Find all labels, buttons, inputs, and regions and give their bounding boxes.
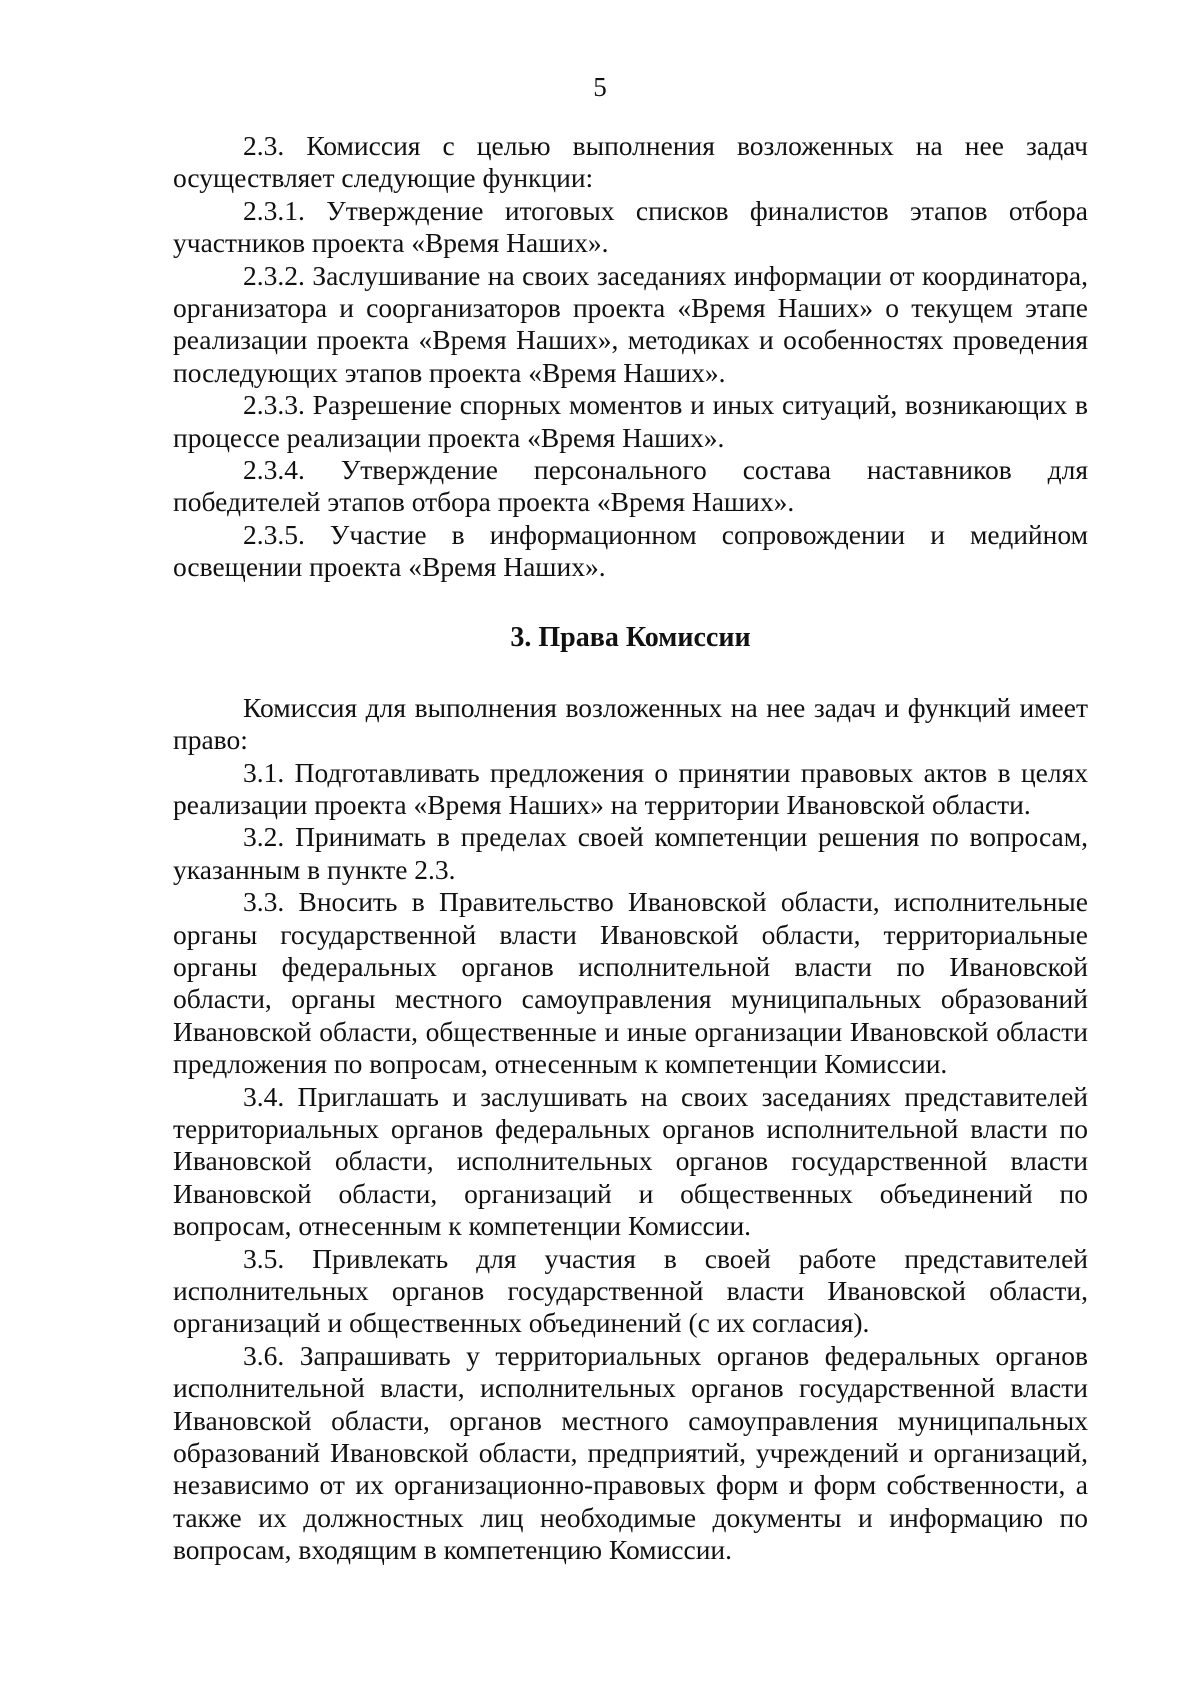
- paragraph-2-3-2: 2.3.2. Заслушивание на своих заседаниях информации от координатора, организатора и соорганизаторов проекта «Время Наших» о текущем этапе реализации проекта «Время Наших», методиках и особенностях проведения последующих этапов проекта «Время Наших».: [173, 259, 1088, 388]
- paragraph-3-6: 3.6. Запрашивать у территориальных органов федеральных органов исполнительной власти, исполнительных органов государственной власти Ивановской области, органов местного самоуправления муниципальных образований Ивановской области, предприятий, учреждений и организаций, независимо от их организационно-правовых форм и форм собственности, а также их должностных лиц необходимые документы и информацию по вопросам, входящим в компетенцию Комиссии.: [173, 1339, 1088, 1566]
- paragraph-3-1: 3.1. Подготавливать предложения о принятии правовых актов в целях реализации проекта «Время Наших» на территории Ивановской области.: [173, 756, 1088, 820]
- document-body: [173, 130, 1088, 1567]
- page-number: 5: [593, 72, 607, 102]
- paragraph-3-4: 3.4. Приглашать и заслушивать на своих заседаниях представителей территориальных органов федеральных органов исполнительной власти по Ивановской области, исполнительных органов государственной власти Ивановской области, организаций и общественных объединений по вопросам, отнесенным к компетенции Комиссии.: [173, 1080, 1088, 1242]
- paragraph-2-3-3: 2.3.3. Разрешение спорных моментов и иных ситуаций, возникающих в процессе реализации проекта «Время Наших».: [173, 389, 1088, 453]
- paragraph-3-2: 3.2. Принимать в пределах своей компетенции решения по вопросам, указанным в пункте 2.3.: [173, 821, 1088, 885]
- paragraph-3-5: 3.5. Привлекать для участия в своей работе представителей исполнительных органов государственной власти Ивановской области, организаций и общественных объединений (с их согласия).: [173, 1242, 1088, 1339]
- paragraph-3-intro: Комиссия для выполнения возложенных на нее задач и функций имеет право:: [173, 691, 1088, 756]
- section-heading: 3. Права Комиссии: [510, 621, 751, 653]
- paragraph-2-3-5: 2.3.5. Участие в информационном сопровождении и медийном освещении проекта «Время Наших».: [173, 518, 1088, 583]
- paragraph-2-3-4: 2.3.4. Утверждение персонального состава наставников для победителей этапов отбора проекта «Время Наших».: [173, 454, 1088, 518]
- paragraph-2-3: 2.3. Комиссия с целью выполнения возложенных на нее задач осуществляет следующие функции:: [173, 130, 1088, 194]
- paragraph-2-3-1: 2.3.1. Утверждение итоговых списков финалистов этапов отбора участников проекта «Время Наших».: [173, 194, 1088, 259]
- paragraph-3-3: 3.3. Вносить в Правительство Ивановской области, исполнительные органы государственной власти Ивановской области, территориальные органы федеральных органов исполнительной власти по Ивановской области, органы местного самоуправления муниципальных образований Ивановской области, общественные и иные организации Ивановской области предложения по вопросам, отнесенным к компетенции Комиссии.: [173, 886, 1088, 1080]
